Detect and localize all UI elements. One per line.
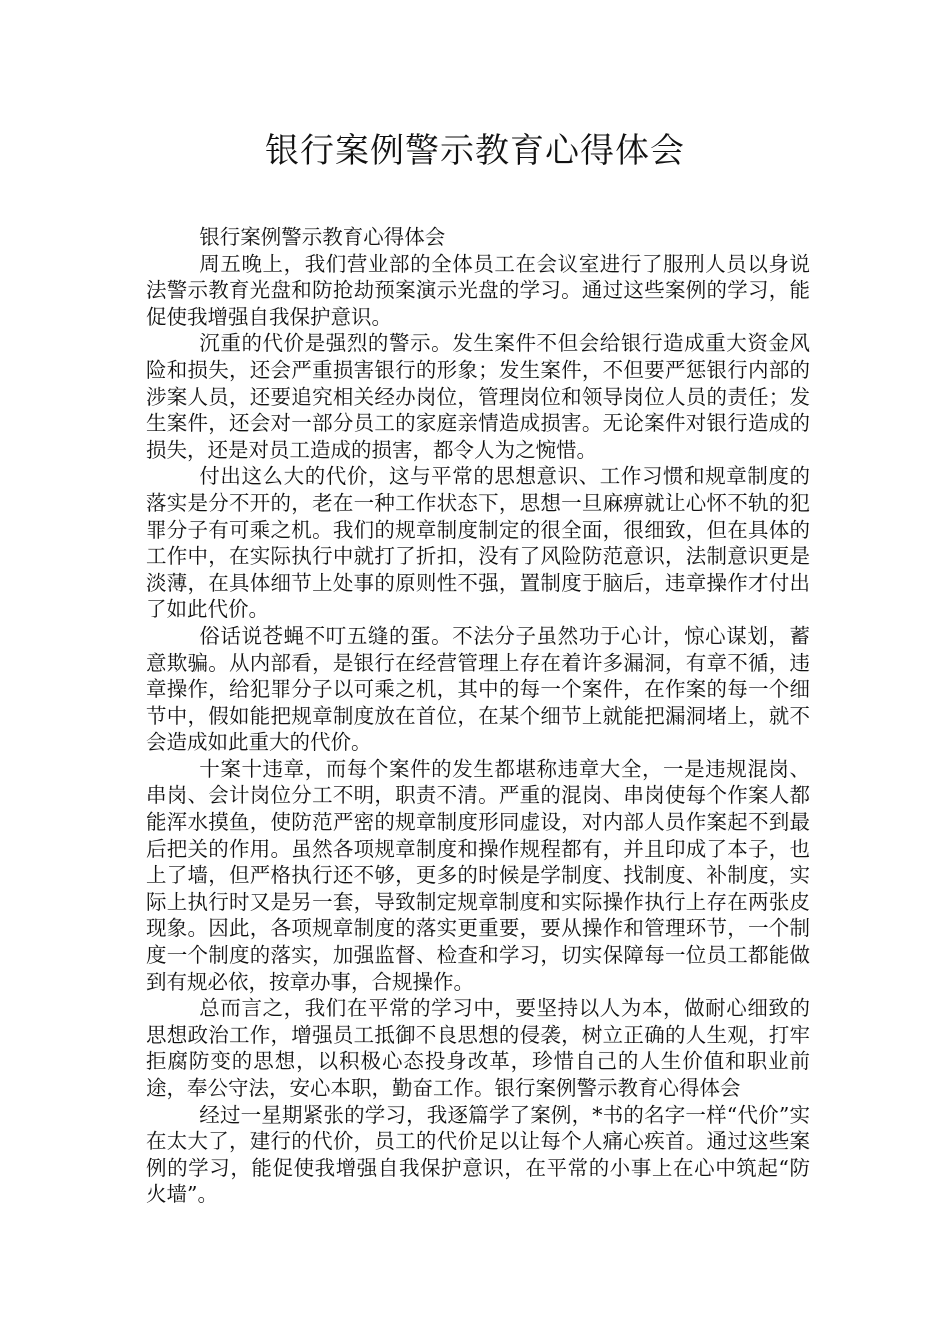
paragraph: 沉重的代价是强烈的警示。发生案件不但会给银行造成重大资金风险和损失，还会严重损害银行的形象；发生案件，不但要严惩银行内部的涉案人员，还要追究相关经办岗位，管理岗位和领导岗位人员的责任；发生案件，还会对一部分员工的家庭亲情造成损害。无论案件对银行造成的损失，还是对员工造成的损害，都令人为之惋惜。 [146, 331, 810, 462]
paragraph: 俗话说苍蝇不叮五缝的蛋。不法分子虽然功于心计，惊心谋划，蓄意欺骗。从内部看，是银行在经营管理上存在着许多漏洞，有章不循，违章操作，给犯罪分子以可乘之机，其中的每一个案件，在作案的每一个细节中，假如能把规章制度放在首位，在某个细节上就能把漏洞堵上，就不会造成如此重大的代价。 [146, 623, 810, 755]
document-title: 银行案例警示教育心得体会 [265, 131, 685, 171]
document-body [146, 224, 810, 1208]
paragraph: 付出这么大的代价，这与平常的思想意识、工作习惯和规章制度的落实是分不开的，老在一种工作状态下，思想一旦麻痹就让心怀不轨的犯罪分子有可乘之机。我们的规章制度制定的很全面，很细致，但在具体的工作中，在实际执行中就打了折扣，没有了风险防范意识，法制意识更是淡薄，在具体细节上处事的原则性不强，置制度于脑后，违章操作才付出了如此代价。 [146, 464, 810, 622]
paragraph: 经过一星期紧张的学习，我逐篇学了案例，*书的名字一样“代价”实在太大了，建行的代价，员工的代价足以让每个人痛心疾首。通过这些案例的学习，能促使我增强自我保护意识，在平常的小事上在心中筑起“防火墙”。 [146, 1102, 810, 1207]
paragraph: 周五晚上，我们营业部的全体员工在会议室进行了服刑人员以身说法警示教育光盘和防抢劫预案演示光盘的学习。通过这些案例的学习，能促使我增强自我保护意识。 [146, 251, 810, 329]
paragraph: 银行案例警示教育心得体会 [199, 225, 446, 249]
paragraph: 总而言之，我们在平常的学习中，要坚持以人为本，做耐心细致的思想政治工作，增强员工抵御不良思想的侵袭，树立正确的人生观，打牢拒腐防变的思想，以积极心态投身改革，珍惜自己的人生价值和职业前途，奉公守法，安心本职，勤奋工作。银行案例警示教育心得体会 [146, 996, 810, 1100]
paragraph: 十案十违章，而每个案件的发生都堪称违章大全，一是违规混岗、串岗、会计岗位分工不明，职责不清。严重的混岗、串岗使每个作案人都能浑水摸鱼，使防范严密的规章制度形同虚设，对内部人员作案起不到最后把关的作用。虽然各项规章制度和操作规程都有，并且印成了本子，也上了墙，但严格执行还不够，更多的时候是学制度、找制度、补制度，实际上执行时又是另一套，导致制定规章制度和实际操作执行上存在两张皮现象。因此，各项规章制度的落实更重要，要从操作和管理环节，一个制度一个制度的落实，加强监督、检查和学习，切实保障每一位员工都能做到有规必依，按章办事，合规操作。 [146, 756, 810, 994]
